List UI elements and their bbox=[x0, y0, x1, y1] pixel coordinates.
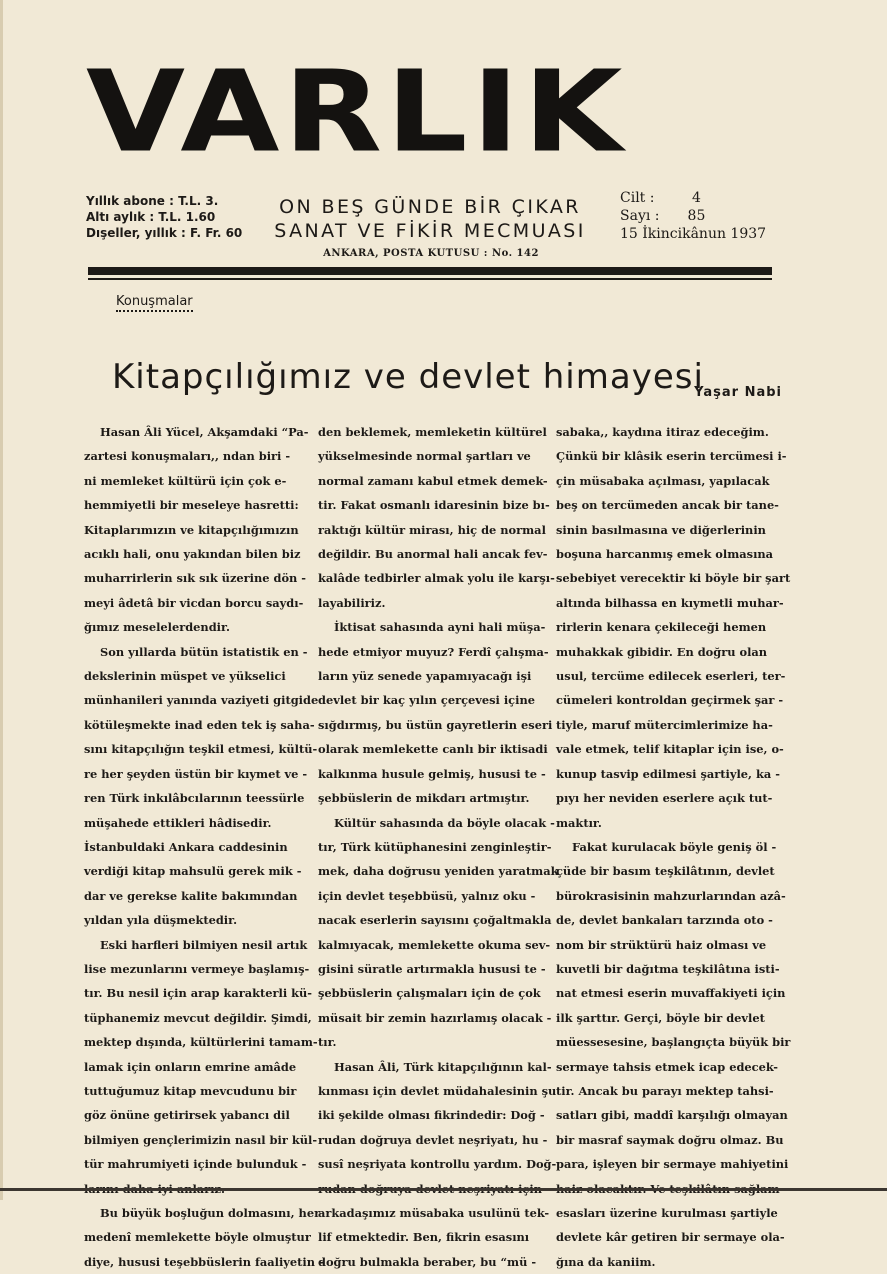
text-line: beş on tercümeden ancak bir tane- bbox=[556, 498, 779, 513]
text-line: Son yıllarda bütün istatistik en - bbox=[100, 644, 308, 659]
text-line: cümeleri kontroldan geçirmek şar - bbox=[556, 693, 784, 708]
article-column-2 bbox=[318, 420, 559, 1274]
text-line: ların yüz senede yapamıyacağı işi bbox=[318, 669, 532, 684]
text-line: arkadaşımız müsabaka usulünü tek- bbox=[318, 1206, 550, 1220]
text-line: tır. Bu nesil için arap karakterli kü- bbox=[84, 986, 313, 1001]
text-line: rirlerin kenara çekileceği hemen bbox=[556, 620, 767, 635]
text-line: kalmıyacak, memlekette okuma sev- bbox=[318, 937, 551, 952]
text-line: Hasan Âli Yücel, Akşamdaki “Pa- bbox=[100, 425, 309, 439]
text-line: olarak memlekette canlı bir iktisadi bbox=[318, 742, 548, 757]
text-line: den beklemek, memleketin kültürel bbox=[318, 425, 547, 439]
text-line: değildir. Bu anormal hali ancak fev- bbox=[318, 547, 548, 562]
text-line: Fakat kurulacak böyle geniş öl - bbox=[572, 839, 777, 854]
postal-address: ANKARA, POSTA KUTUSU : No. 142 bbox=[323, 248, 539, 259]
text-line: kötüleşmekte inad eden tek iş saha- bbox=[84, 717, 315, 732]
text-line: devlete kâr getiren bir sermaye ola- bbox=[556, 1230, 785, 1245]
text-line: yükselmesinde normal şartları ve bbox=[318, 449, 531, 464]
text-line: sebebiyet verecektir ki böyle bir şart bbox=[556, 571, 791, 586]
text-line: pıyı her neviden eserlere açık tut- bbox=[556, 791, 773, 806]
text-line: şebbüslerin de mikdarı artmıştır. bbox=[318, 791, 530, 806]
text-line: tır. bbox=[318, 1035, 337, 1050]
text-line: satları gibi, maddî karşılığı olmayan bbox=[556, 1108, 788, 1123]
text-line: Eski harfleri bilmiyen nesil artık bbox=[100, 937, 308, 952]
text-line: tuttuğumuz kitap mevcudunu bir bbox=[84, 1083, 297, 1098]
masthead-title: VARLIK bbox=[86, 46, 627, 178]
tagline-line-2: SANAT VE FİKİR MECMUASI bbox=[274, 220, 586, 242]
text-line: diye, hususi teşebbüslerin faaliyetin - bbox=[84, 1254, 324, 1269]
text-line: İktisat sahasında ayni hali müşa- bbox=[334, 620, 546, 635]
tagline-line-1: ON BEŞ GÜNDE BİR ÇIKAR bbox=[279, 196, 581, 218]
article-title: Kitapçılığımız ve devlet himayesi bbox=[112, 356, 704, 397]
text-line: kalkınma husule gelmiş, hususi te - bbox=[318, 766, 546, 781]
text-line: normal zamanı kabul etmek demek- bbox=[318, 473, 548, 488]
text-line: müsait bir zemin hazırlamış olacak - bbox=[318, 1010, 552, 1025]
article-column-1 bbox=[84, 420, 324, 1274]
text-line: re her şeyden üstün bir kıymet ve - bbox=[84, 766, 308, 781]
text-line: hemmiyetli bir meseleye hasretti: bbox=[84, 498, 299, 513]
subscription-line: Altı aylık : T.L. 1.60 bbox=[86, 210, 216, 224]
text-line: bir masraf saymak doğru olmaz. Bu bbox=[556, 1132, 784, 1147]
page-bottom-edge bbox=[0, 1188, 887, 1191]
text-line: esasları üzerine kurulması şartiyle bbox=[556, 1206, 778, 1220]
text-line: devlet bir kaç yılın çerçevesi içine bbox=[318, 693, 535, 708]
text-line: dekslerinin müspet ve yükselici bbox=[84, 669, 286, 684]
text-line: tiyle, maruf mütercimlerimize ha- bbox=[556, 717, 773, 732]
text-line: nat etmesi eserin muvaffakiyeti için bbox=[556, 986, 786, 1001]
text-line: Bu büyük boşluğun dolmasını, her bbox=[100, 1206, 321, 1220]
text-line: ilk şarttır. Gerçi, böyle bir devlet bbox=[556, 1010, 765, 1025]
text-line: altında bilhassa en kıymetli muhar- bbox=[556, 595, 784, 610]
text-line: tır, Türk kütüphanesini zenginleştir- bbox=[318, 839, 552, 854]
text-line: müessesesine, başlangıçta büyük bir bbox=[556, 1035, 791, 1050]
text-line: Hasan Âli, Türk kitapçılığının kal- bbox=[334, 1059, 552, 1074]
text-line: de, devlet bankaları tarzında oto - bbox=[556, 913, 773, 928]
text-line: acıklı hali, onu yakından bilen biz bbox=[84, 547, 301, 562]
text-line: muhakkak gibidir. En doğru olan bbox=[556, 644, 768, 659]
text-line: ğına da kaniim. bbox=[556, 1254, 656, 1269]
text-line: Çünkü bir klâsik eserin tercümesi i- bbox=[556, 449, 787, 464]
text-line: tir. Ancak bu parayı mektep tahsi- bbox=[556, 1083, 774, 1098]
text-line: sinin basılmasına ve diğerlerinin bbox=[556, 522, 766, 537]
text-line: tir. Fakat osmanlı idaresinin bize bı- bbox=[318, 498, 550, 513]
text-line: sığdırmış, bu üstün gayretlerin eseri bbox=[318, 717, 553, 732]
text-line: nacak eserlerin sayısını çoğaltmakla bbox=[318, 913, 552, 928]
text-line: tüphanemiz mevcut değildir. Şimdi, bbox=[84, 1010, 312, 1025]
article-author: Yaşar Nabi bbox=[694, 385, 782, 400]
subscription-line: Dışeller, yıllık : F. Fr. 60 bbox=[86, 226, 243, 240]
text-line: gisini süratle artırmakla hususi te - bbox=[318, 961, 546, 976]
text-line: çüde bir basım teşkilâtının, devlet bbox=[556, 864, 775, 879]
text-line: boşuna harcanmış emek olmasına bbox=[556, 547, 774, 562]
text-line: tür mahrumiyeti içinde bulunduk - bbox=[84, 1157, 307, 1172]
text-line: meyi âdetâ bir vicdan borcu saydı- bbox=[84, 595, 304, 610]
text-line: münhanileri yanında vaziyeti gitgide bbox=[84, 693, 319, 708]
text-line: susî neşriyata kontrollu yardım. Doğ- bbox=[318, 1157, 557, 1172]
subscription-info bbox=[86, 193, 243, 241]
subscription-line: Yıllık abone : T.L. 3. bbox=[86, 194, 219, 208]
text-line: lamak için onların emrine amâde bbox=[84, 1059, 297, 1074]
text-line: hede etmiyor muyuz? Ferdî çalışma- bbox=[318, 644, 549, 659]
text-line: maktır. bbox=[556, 815, 602, 830]
header-rule-thin bbox=[88, 278, 772, 280]
text-line: muharrirlerin sık sık üzerine dön - bbox=[84, 571, 307, 586]
text-line: İstanbuldaki Ankara caddesinin bbox=[84, 839, 288, 854]
text-line: rudan doğruya devlet neşriyatı, hu - bbox=[318, 1132, 548, 1147]
text-line: bilmiyen gençlerimizin nasıl bir kül- bbox=[84, 1132, 318, 1147]
volume-label: Cilt : bbox=[620, 190, 655, 206]
text-line: layabiliriz. bbox=[318, 595, 386, 610]
text-line: müşahede ettikleri hâdisedir. bbox=[84, 815, 272, 830]
section-label: Konuşmalar bbox=[116, 294, 193, 312]
text-line: mek, daha doğrusu yeniden yaratmak bbox=[318, 864, 559, 879]
text-line: mektep dışında, kültürlerini tamam- bbox=[84, 1035, 318, 1050]
text-line: lif etmektedir. Ben, fikrin esasını bbox=[318, 1230, 530, 1245]
text-line: doğru bulmakla beraber, bu “mü - bbox=[318, 1254, 537, 1269]
text-line: kalâde tedbirler almak yolu ile karşı- bbox=[318, 571, 555, 586]
text-line: şebbüslerin çalışmaları için de çok bbox=[318, 986, 541, 1001]
text-line: ni memleket kültürü için çok e- bbox=[84, 473, 287, 488]
text-line: lise mezunlarını vermeye başlamış- bbox=[84, 961, 310, 976]
issue-info bbox=[620, 189, 780, 243]
text-line: çin müsabaka açılması, yapılacak bbox=[556, 473, 770, 488]
text-line: dar ve gerekse kalite bakımından bbox=[84, 888, 298, 903]
text-line: sını kitapçılığın teşkil etmesi, kültü- bbox=[84, 742, 318, 757]
text-line: ren Türk inkılâbcılarının teessürle bbox=[84, 791, 305, 806]
text-line: usul, tercüme edilecek eserleri, ter- bbox=[556, 669, 786, 684]
text-line: raktığı kültür mirası, hiç de normal bbox=[318, 522, 546, 537]
text-line: sabaka,, kaydına itiraz edeceğim. bbox=[556, 425, 769, 439]
text-line: kunup tasvip edilmesi şartiyle, ka - bbox=[556, 766, 780, 781]
issue-number-label: Sayı : bbox=[620, 208, 660, 224]
text-line: para, işleyen bir sermaye mahiyetini bbox=[556, 1157, 789, 1172]
text-line: verdiği kitap mahsulü gerek mik - bbox=[84, 864, 302, 879]
text-line: Kitaplarımızın ve kitapçılığımızın bbox=[84, 522, 299, 537]
text-line: kınması için devlet müdahalesinin şu bbox=[318, 1083, 557, 1098]
text-line: bürokrasisinin mahzurlarından azâ- bbox=[556, 888, 786, 903]
issue-date: 15 İkincikânun 1937 bbox=[620, 226, 767, 242]
header-rule bbox=[88, 267, 772, 275]
text-line: yıldan yıla düşmektedir. bbox=[84, 913, 238, 928]
text-line: sermaye tahsis etmek icap edecek- bbox=[556, 1059, 779, 1074]
article-column-3 bbox=[556, 420, 791, 1274]
text-line: Kültür sahasında da böyle olacak - bbox=[334, 815, 555, 830]
volume-value: 4 bbox=[691, 190, 701, 206]
text-line: vale etmek, telif kitaplar için ise, o- bbox=[556, 742, 784, 757]
text-line: iki şekilde olması fikrindedir: Doğ - bbox=[318, 1108, 545, 1123]
text-line: kuvetli bir dağıtma teşkilâtına isti- bbox=[556, 961, 780, 976]
text-line: medenî memlekette böyle olmuştur bbox=[84, 1230, 311, 1245]
text-line: göz önüne getirirsek yabancı dil bbox=[84, 1108, 290, 1123]
issue-number-value: 85 bbox=[687, 208, 706, 224]
text-line: nom bir strüktürü haiz olması ve bbox=[556, 937, 767, 952]
tagline bbox=[250, 195, 610, 243]
text-line: için devlet teşebbüsü, yalnız oku - bbox=[318, 888, 536, 903]
text-line: zartesi konuşmaları,, ndan biri - bbox=[84, 449, 291, 464]
text-line: ğımız meselelerdendir. bbox=[84, 620, 230, 635]
page-edge bbox=[0, 0, 3, 1200]
